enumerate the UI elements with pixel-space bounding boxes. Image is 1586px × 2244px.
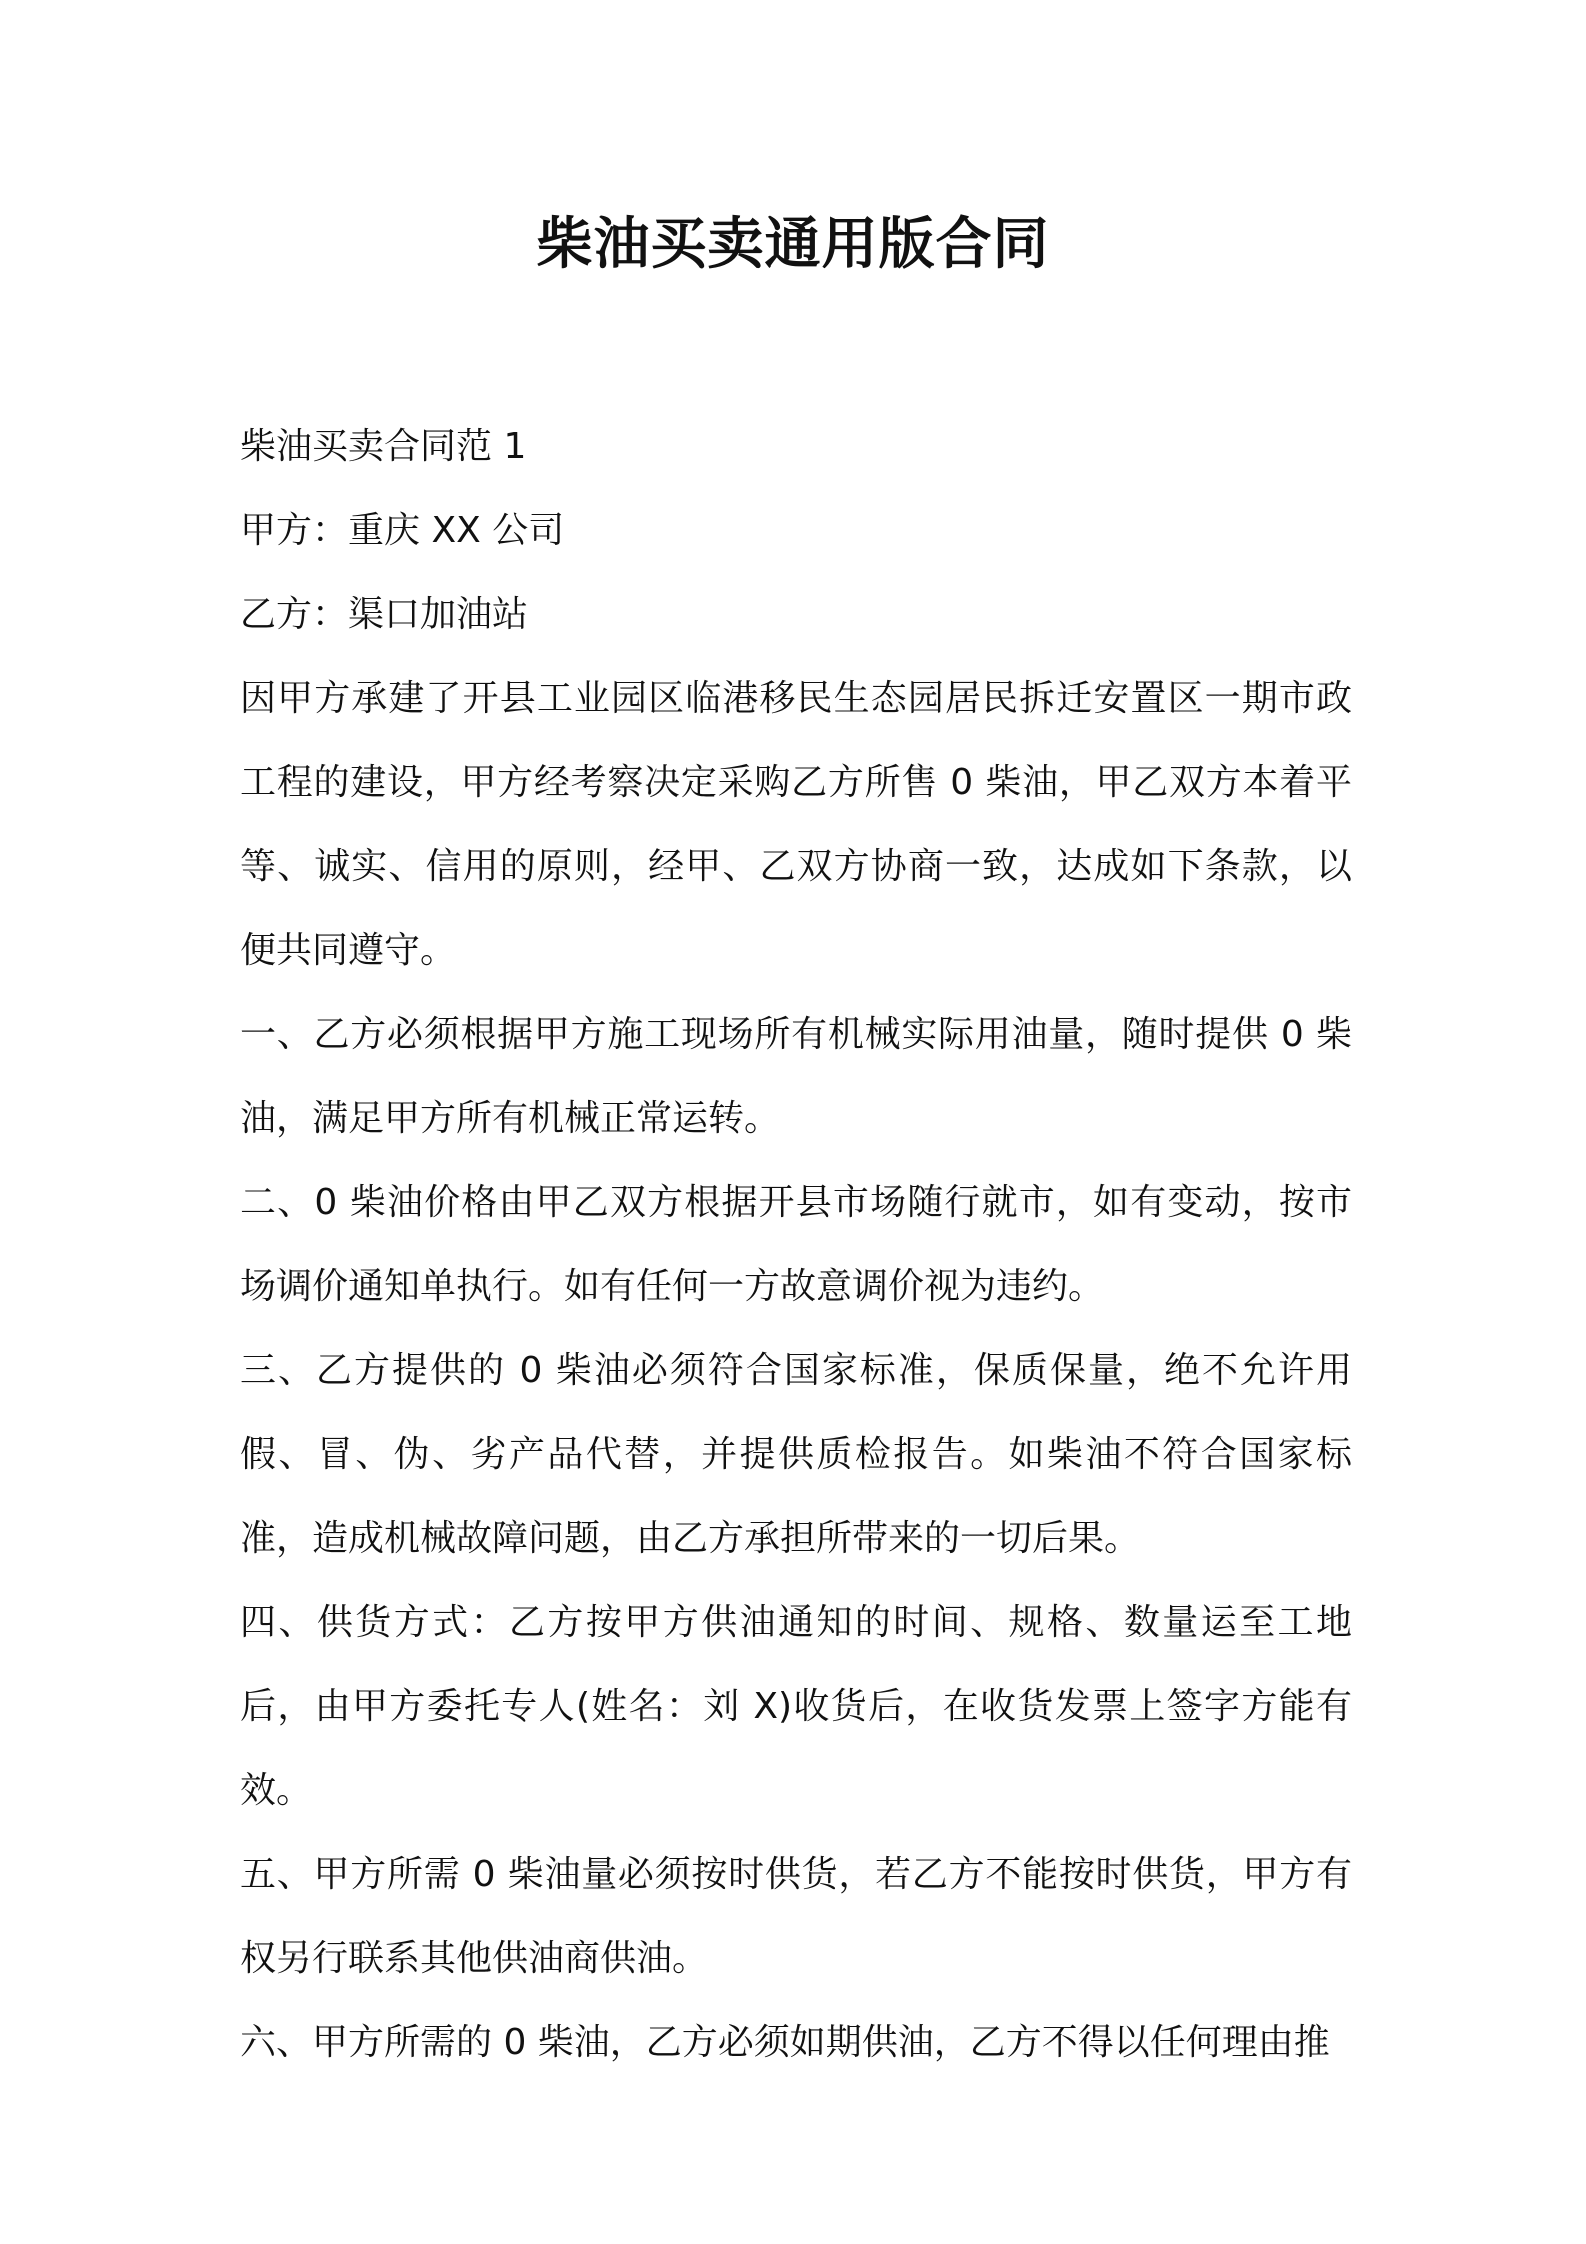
party-a: 甲方：重庆 XX 公司	[240, 510, 565, 551]
document-title: 柴油买卖通用版合同	[536, 212, 1050, 277]
clause-3: 三、乙方提供的 0 柴油必须符合国家标准，保质保量，绝不允许用假、冒、伪、劣产品代替，并提供质检报告。如柴油不符合国家标准，造成机械故障问题，由乙方承担所带来的一切后果。	[240, 1350, 1352, 1559]
preamble-paragraph: 因甲方承建了开县工业园区临港移民生态园居民拆迁安置区一期市政工程的建设，甲方经考察决定采购乙方所售 0 柴油，甲乙双方本着平等、诚实、信用的原则，经甲、乙双方协商一致，达成如下条款，以便共同遵守。	[240, 678, 1352, 971]
clause-5: 五、甲方所需 0 柴油量必须按时供货，若乙方不能按时供货，甲方有权另行联系其他供油商供油。	[240, 1854, 1352, 1979]
document-body	[240, 405, 1352, 2085]
clause-2: 二、0 柴油价格由甲乙双方根据开县市场随行就市，如有变动，按市场调价通知单执行。如有任何一方故意调价视为违约。	[240, 1182, 1352, 1307]
clause-4: 四、供货方式：乙方按甲方供油通知的时间、规格、数量运至工地后，由甲方委托专人(姓名：刘 X)收货后，在收货发票上签字方能有效。	[240, 1602, 1352, 1811]
party-b: 乙方：渠口加油站	[240, 594, 529, 635]
contract-subtitle: 柴油买卖合同范 1	[240, 426, 527, 467]
clause-1: 一、乙方必须根据甲方施工现场所有机械实际用油量，随时提供 0 柴油，满足甲方所有机械正常运转。	[240, 1014, 1352, 1139]
clause-6: 六、甲方所需的 0 柴油，乙方必须如期供油，乙方不得以任何理由推	[240, 2022, 1330, 2063]
